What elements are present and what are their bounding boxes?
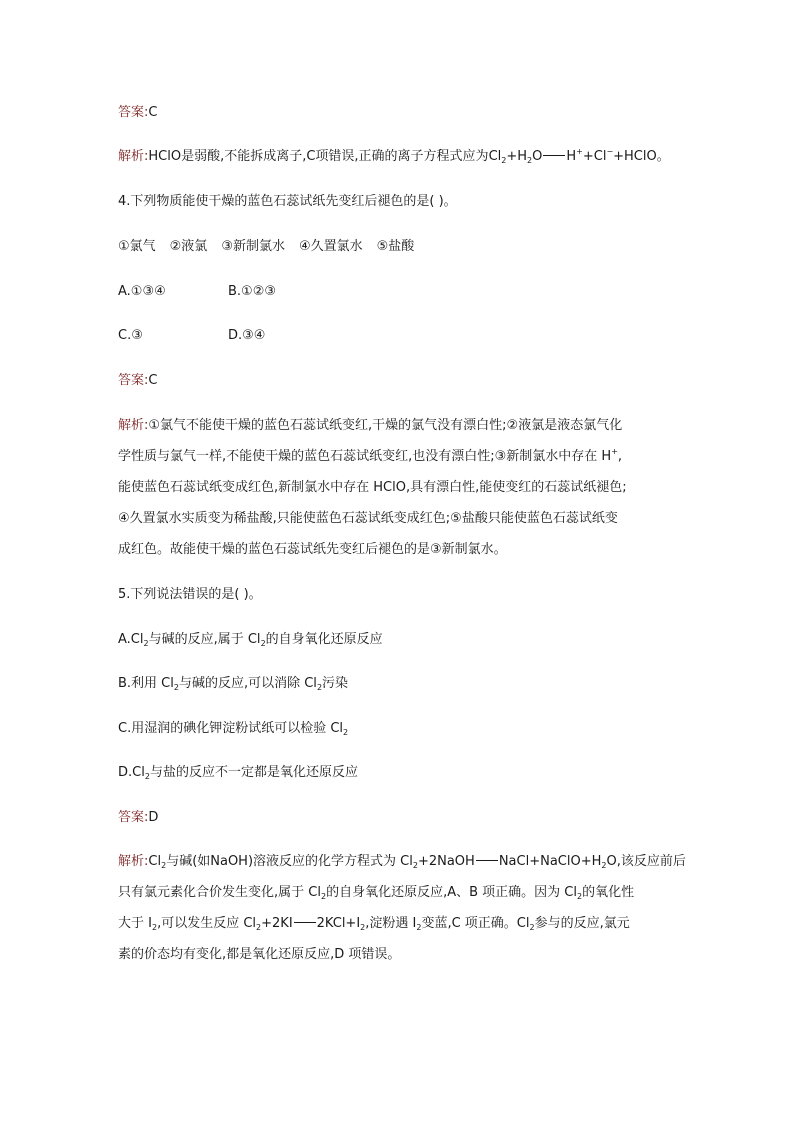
text: +2NaOH bbox=[417, 854, 475, 869]
equals-line bbox=[476, 860, 498, 861]
q5-option-b bbox=[118, 675, 348, 693]
text: 与盐的反应不一定都是氧化还原反应 bbox=[149, 765, 358, 780]
eq-tail: +HClO。 bbox=[613, 149, 670, 164]
q5-analysis-line-2 bbox=[118, 884, 634, 902]
q3-analysis bbox=[118, 148, 670, 166]
text: O,该反应前后 bbox=[606, 854, 686, 869]
text: +2KI bbox=[261, 916, 293, 931]
text: 与碱的反应,属于 Cl bbox=[148, 632, 261, 647]
q4-options-row-1 bbox=[118, 283, 276, 301]
sub: 2 bbox=[343, 728, 349, 737]
sub: 2 bbox=[316, 683, 323, 692]
answer-value: C bbox=[148, 105, 158, 120]
sub: 2 bbox=[529, 923, 535, 932]
eq-h: +H bbox=[506, 149, 528, 164]
sub: 2 bbox=[260, 639, 266, 648]
sub: 2 bbox=[320, 892, 327, 901]
eq-cl-minus: +Cl bbox=[582, 149, 607, 164]
q4-analysis-line-4: ④久置氯水实质变为稀盐酸,只能使蓝色石蕊试纸变成红色;⑤盐酸只能使蓝色石蕊试纸变 bbox=[118, 511, 618, 526]
eq-hplus: H bbox=[566, 149, 577, 164]
eq-sup: + bbox=[576, 147, 583, 156]
q4-analysis-line-1 bbox=[118, 417, 622, 435]
sub: 2 bbox=[161, 861, 167, 870]
option-c: C.③ bbox=[118, 328, 143, 343]
q4-item: ④久置氯水 bbox=[298, 239, 363, 254]
q4-analysis-line-3: 能使蓝色石蕊试纸变成红色,新制氯水中存在 HClO,具有漂白性,能使变红的石蕊试纸褪色; bbox=[118, 480, 627, 495]
answer-label: 答案: bbox=[118, 105, 149, 120]
text: ,淀粉遇 I bbox=[365, 916, 417, 931]
q5-answer bbox=[118, 809, 158, 827]
text: B.利用 Cl bbox=[118, 676, 174, 691]
text: 参与的反应,氯元 bbox=[534, 916, 630, 931]
analysis-label: 解析: bbox=[118, 854, 149, 869]
comma: , bbox=[617, 449, 623, 464]
analysis-text: HClO是弱酸,不能拆成离子,C项错误,正确的离子方程式应为 bbox=[148, 149, 489, 164]
eq-sup: − bbox=[606, 147, 614, 156]
answer-value: D bbox=[148, 810, 159, 825]
q5-analysis-line-4: 素的价态均有变化,都是氧化还原反应,D 项错误。 bbox=[118, 947, 401, 962]
text: 2KCl+I bbox=[316, 916, 361, 931]
text: C.用湿润的碘化钾淀粉试纸可以检验 Cl bbox=[118, 721, 344, 736]
analysis-label: 解析: bbox=[118, 149, 149, 164]
eq-sub: 2 bbox=[527, 156, 533, 165]
text: D.Cl bbox=[118, 765, 145, 780]
sub: 2 bbox=[412, 861, 418, 870]
q5-option-a bbox=[118, 631, 383, 649]
q5-option-c bbox=[118, 720, 348, 738]
q4-item: ⑤盐酸 bbox=[376, 239, 415, 254]
eq-cl: Cl bbox=[488, 149, 502, 164]
option-a: A.①③④ bbox=[118, 284, 166, 299]
q4-stem: 4.下列物质能使干燥的蓝色石蕊试纸先变红后褪色的是( )。 bbox=[118, 194, 457, 209]
sub: 2 bbox=[151, 923, 158, 932]
text: Cl bbox=[148, 854, 162, 869]
equals-line bbox=[543, 155, 565, 156]
q5-stem: 5.下列说法错误的是( )。 bbox=[118, 587, 262, 602]
q5-analysis-line-3 bbox=[118, 915, 630, 933]
sub: 2 bbox=[576, 892, 583, 901]
eq-sub: 2 bbox=[501, 156, 507, 165]
q4-analysis-line-5: 成红色。故能使干燥的蓝色石蕊试纸先变红后褪色的是③新制氯水。 bbox=[118, 542, 507, 557]
option-d: D.③④ bbox=[228, 328, 266, 343]
q4-options-row-2 bbox=[118, 327, 265, 345]
answer-value: C bbox=[148, 373, 158, 388]
sub: 2 bbox=[256, 923, 262, 932]
q4-item: ②液氯 bbox=[169, 239, 208, 254]
analysis-label: 解析: bbox=[118, 418, 149, 433]
text: NaCl+NaClO+H bbox=[498, 854, 602, 869]
text: 变蓝,C 项正确。Cl bbox=[421, 916, 530, 931]
h-plus-sup: + bbox=[611, 447, 618, 456]
q4-item: ①氯气 bbox=[118, 239, 156, 254]
analysis-text: ①氯气不能使干燥的蓝色石蕊试纸变红,干燥的氯气没有漂白性;②液氯是液态氯气化 bbox=[148, 418, 623, 433]
text: 只有氯元素化合价发生变化,属于 Cl bbox=[118, 885, 321, 900]
sub: 2 bbox=[143, 639, 149, 648]
sub: 2 bbox=[144, 772, 150, 781]
sub: 2 bbox=[360, 923, 366, 932]
text: 的自身氧化还原反应,A、B 项正确。因为 Cl bbox=[326, 885, 577, 900]
q5-analysis-line-1 bbox=[118, 853, 686, 871]
text: ,可以发生反应 Cl bbox=[157, 916, 257, 931]
text: A.Cl bbox=[118, 632, 144, 647]
text: 的自身氧化还原反应 bbox=[265, 632, 383, 647]
q4-analysis-line-2 bbox=[118, 448, 622, 466]
text: 污染 bbox=[322, 676, 349, 691]
q4-item: ③新制氯水 bbox=[221, 239, 285, 254]
equals-line bbox=[294, 922, 316, 923]
q4-answer bbox=[118, 372, 157, 390]
answer-label: 答案: bbox=[118, 810, 149, 825]
answer-label: 答案: bbox=[118, 373, 149, 388]
text: 与碱的反应,可以消除 Cl bbox=[178, 676, 317, 691]
text: 的氧化性 bbox=[582, 885, 635, 900]
text: 与碱(如NaOH)溶液反应的化学方程式为 Cl bbox=[166, 854, 413, 869]
sub: 2 bbox=[601, 861, 607, 870]
text: 大于 I bbox=[118, 916, 152, 931]
sub: 2 bbox=[416, 923, 422, 932]
eq-o: O bbox=[532, 149, 543, 164]
q4-items bbox=[118, 238, 414, 256]
option-b: B.①②③ bbox=[228, 284, 277, 299]
q3-answer bbox=[118, 104, 157, 122]
q5-option-d bbox=[118, 764, 358, 782]
sub: 2 bbox=[173, 683, 179, 692]
analysis-text: 学性质与氯气一样,不能使干燥的蓝色石蕊试纸变红,也没有漂白性;③新制氯水中存在 H bbox=[118, 449, 612, 464]
